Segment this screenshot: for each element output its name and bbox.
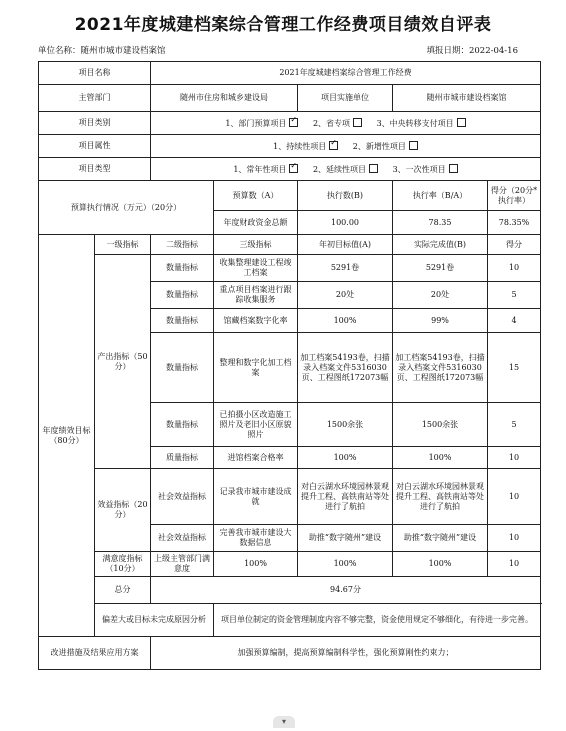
category-label: 项目类别 bbox=[39, 112, 151, 135]
score-cell: 5 bbox=[488, 282, 541, 309]
actual-cell: 100% bbox=[393, 552, 488, 577]
l3-cell: 完善我市城市建设大数据信息 bbox=[214, 525, 298, 552]
output-label: 产出指标（50分） bbox=[95, 255, 151, 469]
target-cell: 20处 bbox=[298, 282, 393, 309]
l3-cell: 进馆档案合格率 bbox=[214, 447, 298, 469]
exec-value: 78.35 bbox=[393, 211, 488, 235]
target-cell: 1500余张 bbox=[298, 403, 393, 447]
impl-label: 项目实施单位 bbox=[298, 85, 393, 112]
l3-cell: 记录我市城市建设成就 bbox=[214, 469, 298, 525]
score-cell: 10 bbox=[488, 552, 541, 577]
score-cell: 10 bbox=[488, 255, 541, 282]
satisfaction-label: 满意度指标（10分） bbox=[95, 552, 151, 577]
actual-cell: 20处 bbox=[393, 282, 488, 309]
option-label: 2、省专项 bbox=[312, 118, 351, 128]
target-cell: 100% bbox=[298, 447, 393, 469]
chevron-down-icon: ▾ bbox=[281, 717, 286, 726]
col-header-target: 年初目标值(A) bbox=[298, 235, 393, 255]
actual-cell: 对白云湖水环境园林景观提升工程、高铁南站等处进行了航拍 bbox=[393, 469, 488, 525]
total-label: 总分 bbox=[95, 577, 151, 604]
table-row bbox=[39, 552, 541, 577]
exec-header: 执行数(B) bbox=[298, 181, 393, 211]
target-cell: 助推“数字随州”建设 bbox=[298, 525, 393, 552]
col-header-l2: 二级指标 bbox=[151, 235, 214, 255]
measures-label: 改进措施及结果应用方案 bbox=[39, 637, 151, 670]
checkbox-empty-icon bbox=[457, 118, 466, 127]
target-cell: 5291卷 bbox=[298, 255, 393, 282]
score-cell: 4 bbox=[488, 309, 541, 333]
impl-value: 随州市城市建设档案馆 bbox=[393, 85, 541, 112]
scroll-down-button[interactable] bbox=[273, 716, 295, 728]
option-label: 3、一次性项目 bbox=[392, 164, 446, 174]
checkbox-empty-icon bbox=[369, 164, 378, 173]
checkbox-empty-icon bbox=[409, 141, 418, 150]
measures-text: 加强预算编制，提高预算编制科学性，强化预算刚性约束力； bbox=[151, 637, 541, 670]
l3-cell: 已拍摄小区改造施工照片及老旧小区原貌照片 bbox=[214, 403, 298, 447]
l2-cell: 数量指标 bbox=[151, 255, 214, 282]
score-cell: 5 bbox=[488, 403, 541, 447]
checkbox-checked-icon bbox=[329, 141, 338, 150]
benefit-label: 效益指标（20分） bbox=[95, 469, 151, 552]
l2-cell: 社会效益指标 bbox=[151, 469, 214, 525]
score-header: 得分（20分*执行率） bbox=[488, 181, 541, 211]
fill-date: 填报日期：2022-04-16 bbox=[426, 46, 518, 56]
l3-cell: 100% bbox=[214, 552, 298, 577]
checkbox-checked-icon bbox=[289, 118, 298, 127]
total-value: 94.67分 bbox=[151, 577, 541, 604]
page-title: 2021年度城建档案综合管理工作经费项目绩效自评表 bbox=[74, 15, 492, 35]
budget-header: 预算数（A） bbox=[214, 181, 298, 211]
budget-value: 100.00 bbox=[298, 211, 393, 235]
target-cell: 100% bbox=[298, 552, 393, 577]
actual-cell: 加工档案54193卷，扫描录入档案文件5316030页、工程图纸172073幅 bbox=[393, 333, 488, 403]
l2-cell: 社会效益指标 bbox=[151, 525, 214, 552]
project-name-label: 项目名称 bbox=[39, 62, 151, 85]
actual-cell: 1500余张 bbox=[393, 403, 488, 447]
actual-cell: 99% bbox=[393, 309, 488, 333]
option-label: 2、延续性项目 bbox=[312, 164, 367, 174]
rate-value: 78.35% bbox=[488, 211, 541, 235]
l2-cell: 数量指标 bbox=[151, 282, 214, 309]
score-cell: 10 bbox=[488, 469, 541, 525]
unit-name: 单位名称：随州市城市建设档案馆 bbox=[38, 46, 166, 56]
l3-cell: 整理和数字化加工档案 bbox=[214, 333, 298, 403]
score-cell: 10 bbox=[488, 525, 541, 552]
evaluation-table bbox=[38, 61, 541, 670]
col-header-l3: 三级指标 bbox=[214, 235, 298, 255]
option-label: 3、中央转移支付项目 bbox=[376, 118, 454, 128]
l2-cell: 数量指标 bbox=[151, 333, 214, 403]
attr-label: 项目属性 bbox=[39, 135, 151, 158]
col-header-score: 得分 bbox=[488, 235, 541, 255]
dept-value: 随州市住房和城乡建设局 bbox=[151, 85, 298, 112]
l2-cell: 质量指标 bbox=[151, 447, 214, 469]
actual-cell: 5291卷 bbox=[393, 255, 488, 282]
checkbox-checked-icon bbox=[289, 164, 298, 173]
checkbox-empty-icon bbox=[449, 164, 458, 173]
type-label: 项目类型 bbox=[39, 158, 151, 181]
score-cell: 10 bbox=[488, 447, 541, 469]
table-row bbox=[39, 469, 541, 525]
option-label: 2、新增性项目 bbox=[352, 141, 406, 151]
type-options bbox=[151, 158, 541, 181]
option-label: 1、常年性项目 bbox=[233, 164, 287, 174]
perf-section-label: 年度绩效目标（80分） bbox=[39, 235, 95, 637]
l2-cell: 上级主管部门满意度 bbox=[151, 552, 214, 577]
category-options bbox=[151, 112, 541, 135]
l3-cell: 收集整理建设工程竣工档案 bbox=[214, 255, 298, 282]
budget-row-label: 年度财政资金总额 bbox=[214, 211, 298, 235]
deviation-label: 偏差大或目标未完成原因分析 bbox=[95, 604, 214, 637]
target-cell: 100% bbox=[298, 309, 393, 333]
option-label: 1、持续性项目 bbox=[273, 141, 327, 151]
actual-cell: 助推“数字随州”建设 bbox=[393, 525, 488, 552]
col-header-l1: 一级指标 bbox=[95, 235, 151, 255]
project-name: 2021年度城建档案综合管理工作经费 bbox=[151, 62, 541, 85]
score-cell: 15 bbox=[488, 333, 541, 403]
l3-cell: 重点项目档案进行跟踪收集服务 bbox=[214, 282, 298, 309]
deviation-text: 项目单位制定的资金管理制度内容不够完整，资金使用规定不够细化，有待进一步完善。 bbox=[214, 604, 541, 637]
actual-cell: 100% bbox=[393, 447, 488, 469]
table-row bbox=[39, 255, 541, 282]
l3-cell: 馆藏档案数字化率 bbox=[214, 309, 298, 333]
l2-cell: 数量指标 bbox=[151, 309, 214, 333]
l2-cell: 数量指标 bbox=[151, 403, 214, 447]
attr-options bbox=[151, 135, 541, 158]
col-header-actual: 实际完成值(B) bbox=[393, 235, 488, 255]
budget-section-label: 预算执行情况（万元）（20分） bbox=[39, 181, 214, 235]
dept-label: 主管部门 bbox=[39, 85, 151, 112]
target-cell: 加工档案54193卷，扫描录入档案文件5316030页、工程图纸172073幅 bbox=[298, 333, 393, 403]
rate-header: 执行率（B/A） bbox=[393, 181, 488, 211]
target-cell: 对白云湖水环境园林景观提升工程、高铁南站等处进行了航拍 bbox=[298, 469, 393, 525]
option-label: 1、部门预算项目 bbox=[225, 118, 287, 128]
checkbox-empty-icon bbox=[353, 118, 362, 127]
